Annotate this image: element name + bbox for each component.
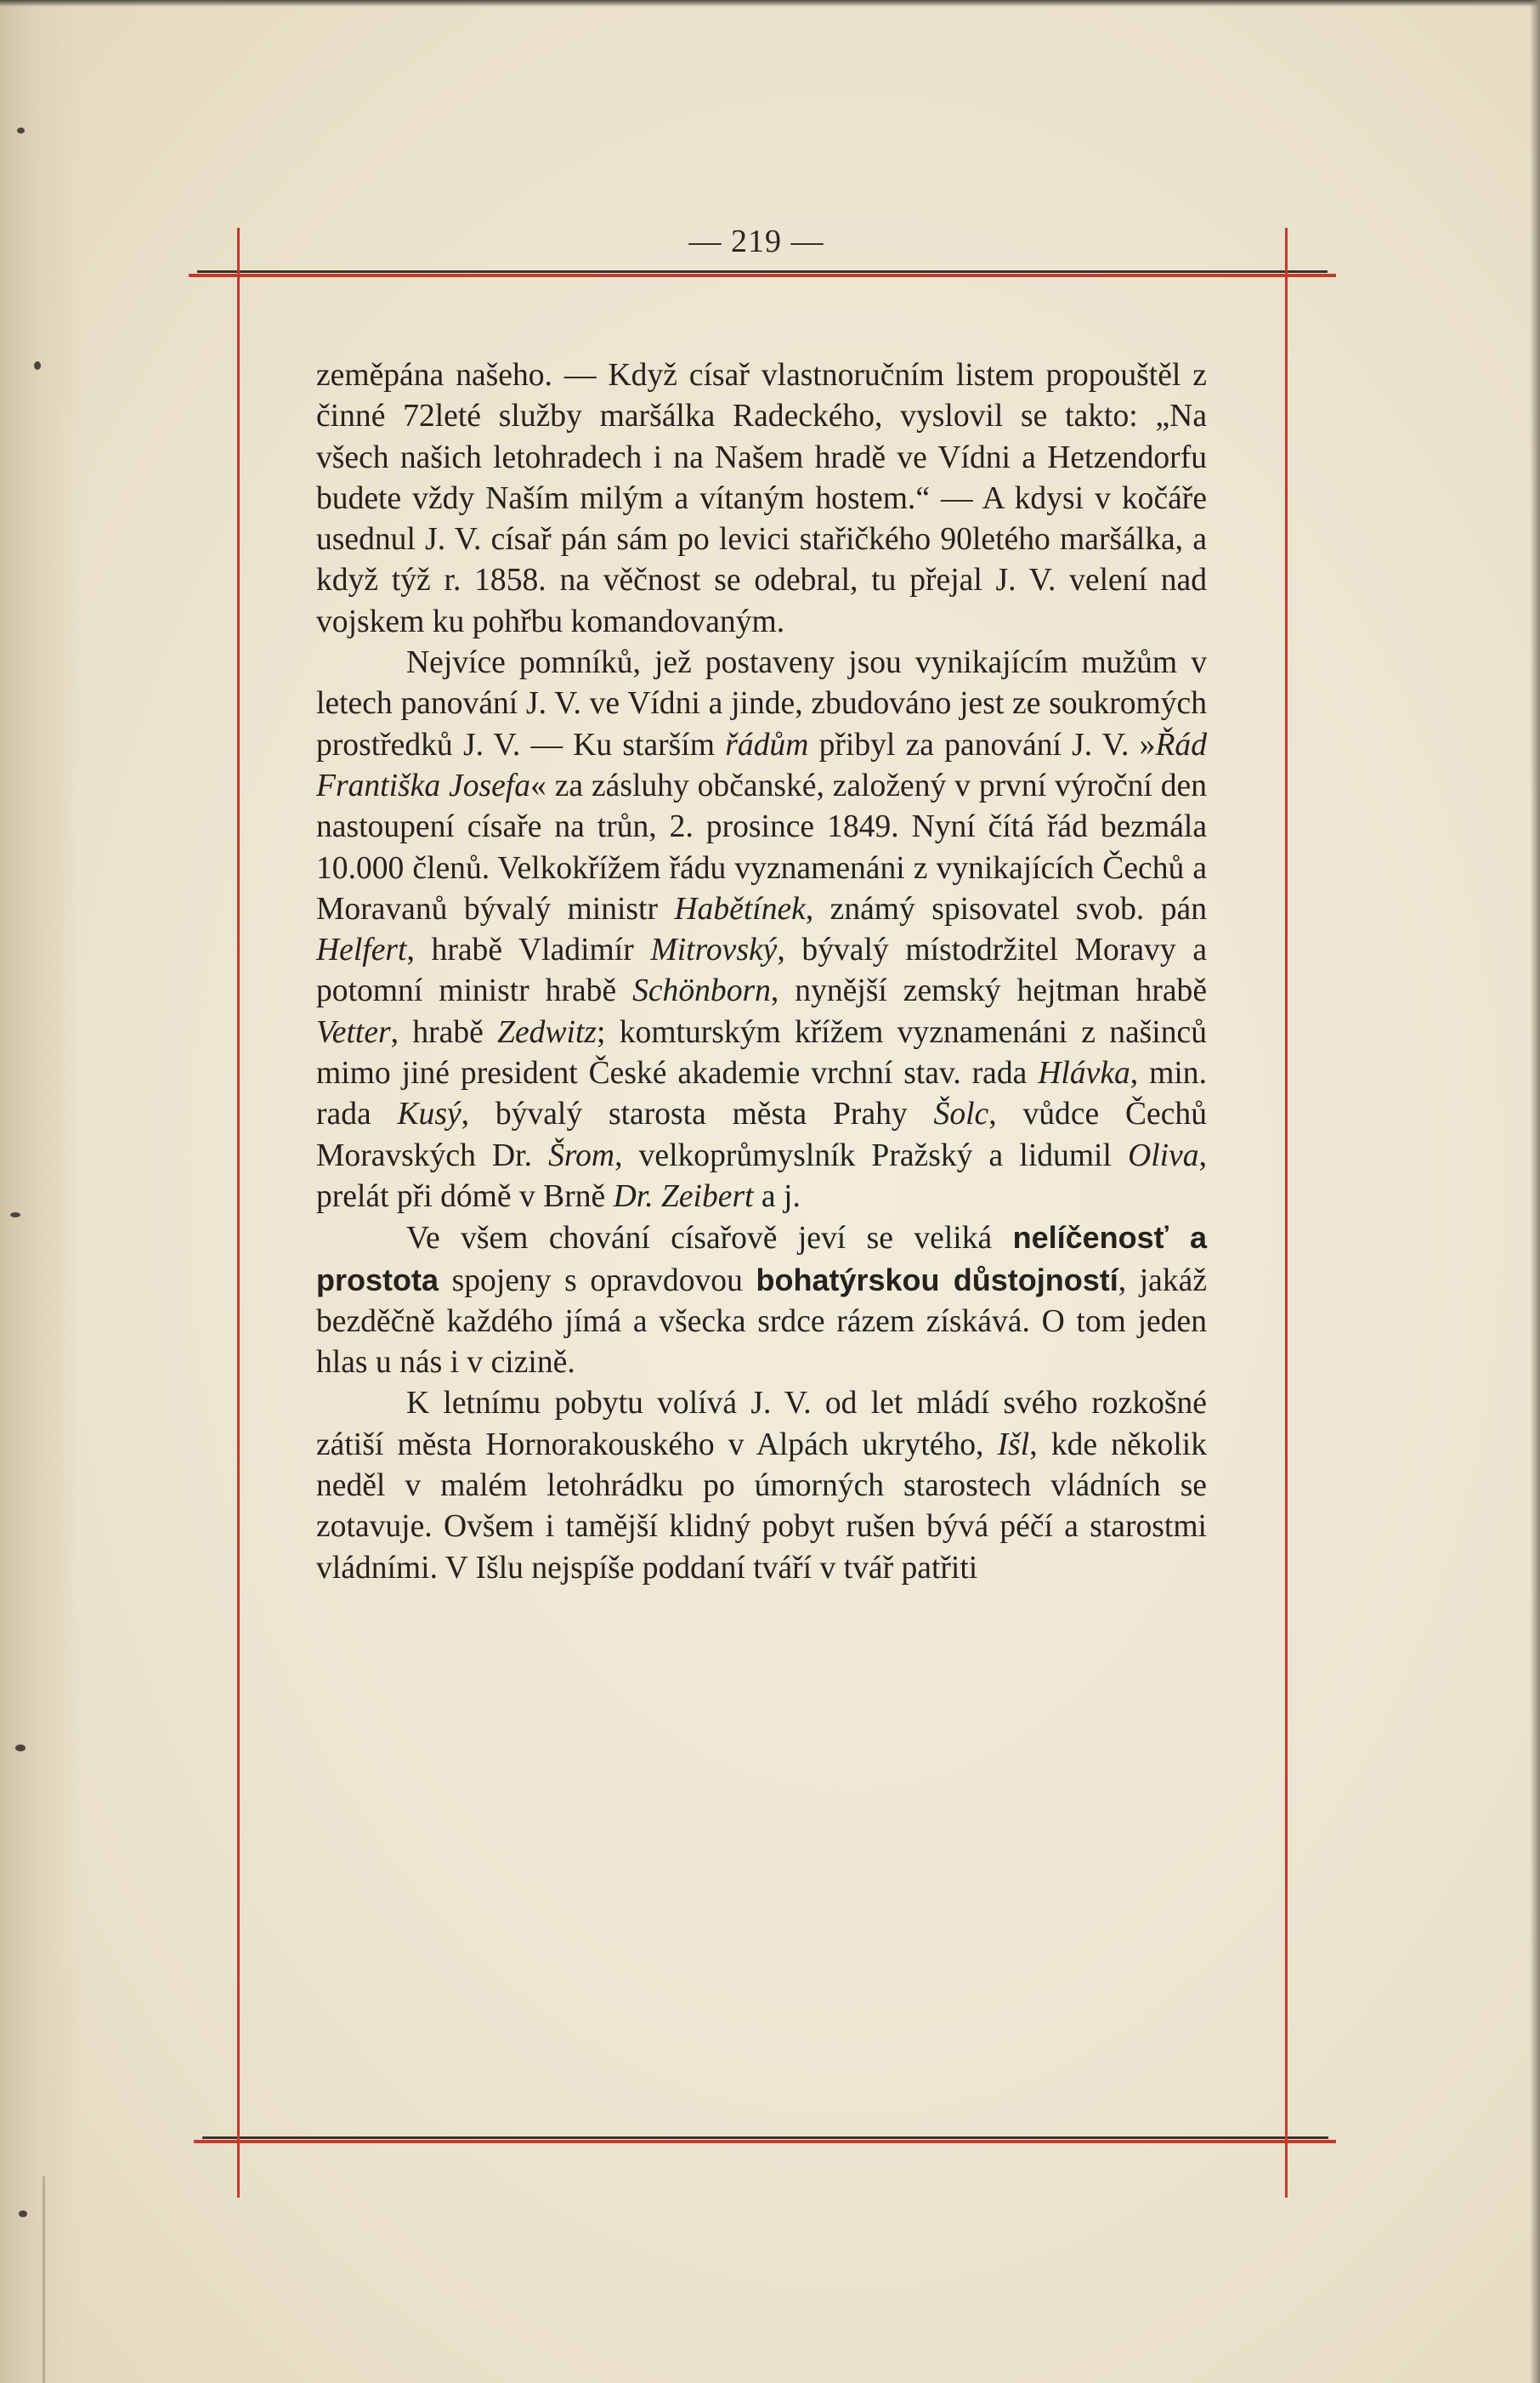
italic-name: Helfert (316, 933, 407, 968)
margin-speck (15, 1745, 25, 1751)
body-text (316, 355, 1207, 1589)
margin-speck (10, 1212, 20, 1217)
text-run: , velkoprůmyslník Pražský a lidumil (614, 1138, 1129, 1173)
left-frame-rule (237, 228, 240, 2198)
paragraph (316, 643, 1207, 1217)
binding-shadow (0, 0, 81, 2383)
text-run: Nejvíce pomníků, jež postaveny jsou vynikajícím mužům v letech panování J. V. ve Vídni a jinde, zbudováno jest ze soukromých prostředků J. V. — Ku starším (316, 645, 1207, 763)
page-number: — 219 — (688, 224, 824, 259)
header-rule-dark (197, 270, 1328, 273)
text-run: , bývalý starosta města Prahy (461, 1097, 934, 1132)
emphasis-phrase: nelíčenosť a prostota (316, 1220, 1207, 1297)
footer-rule-dark (202, 2136, 1328, 2139)
right-edge-shadow (1530, 0, 1540, 2383)
italic-name: Zedwitz (497, 1014, 597, 1050)
paragraph (316, 1217, 1207, 1383)
italic-name: Řád Františka Josefa (316, 727, 1207, 803)
right-frame-rule (1285, 228, 1288, 2198)
text-run: , hrabě Vladimír (406, 933, 651, 968)
text-run: , prelát při dómě v Brně (316, 1138, 1207, 1214)
text-run: , vůdce Čechů Moravských Dr. (316, 1097, 1207, 1173)
italic-name: Mitrovský (650, 933, 778, 968)
header-rule (189, 274, 1336, 277)
text-run: , nynější zemský hejtman hrabě (770, 973, 1207, 1009)
footer-rule (194, 2140, 1336, 2143)
margin-speck (17, 128, 25, 133)
italic-name: Išl (997, 1427, 1030, 1462)
text-run: K letnímu pobytu volívá J. V. od let mládí svého rozkošné zátiší města Hornorakouského v Alpách ukrytého, (316, 1386, 1207, 1462)
margin-speck (34, 361, 41, 370)
text-run: , kde několik neděl v malém letohrádku po úmorných starostech vládních se zotavuje. Ovšem i tamější klidný pobyt rušen bývá péčí a starostmi vládními. V Išlu nejspíše poddaní tváří v tvář patřiti (316, 1427, 1207, 1586)
italic-name: Šrom (548, 1138, 615, 1173)
italic-name: Schönborn (632, 973, 771, 1009)
italic-name: Dr. Zeibert (613, 1178, 754, 1214)
top-edge-shadow (0, 0, 1540, 7)
italic-name: Kusý (397, 1097, 461, 1132)
text-run: « za zásluhy občanské, založený v první výroční den nastoupení císaře na trůn, 2. prosince 1849. Nyní čítá řád bezmála 10.000 členů. Velkokřížem řádu vyznamenáni z vynikajících Čechů a Moravanů bývalý ministr (316, 768, 1207, 927)
text-run: Ve všem chování císařově jeví se veliká (406, 1221, 1013, 1257)
text-run: spojeny s opravdovou (439, 1262, 756, 1298)
paragraph (316, 355, 1207, 643)
italic-name: Habětínek (674, 891, 806, 927)
margin-speck (19, 2210, 27, 2217)
text-run: ; komturským křížem vyznamenáni z našinců mimo jiné president České akademie vrchní stav. rada (316, 1014, 1207, 1092)
text-run: , min. rada (316, 1056, 1207, 1132)
text-run: a j. (753, 1178, 801, 1214)
italic-name: řádům (725, 727, 809, 763)
emphasis-phrase: bohatýrskou důstojností (756, 1262, 1118, 1297)
gutter-line (42, 2176, 45, 2383)
italic-name: Šolc (933, 1097, 989, 1132)
italic-name: Vetter (316, 1014, 391, 1050)
italic-name: Oliva (1128, 1138, 1199, 1173)
paragraph (316, 1383, 1207, 1588)
text-run: , jakáž bezděčně každého jímá a všecka srdce rázem získává. O tom jeden hlas u nás i v cizině. (316, 1262, 1207, 1381)
italic-name: Hlávka (1038, 1056, 1130, 1092)
text-run: zeměpána našeho. — Když císař vlastnoručním listem propouštěl z činné 72leté služby maršálka Radeckého, vyslovil se takto: „Na všech našich letohradech i na Našem hradě ve Vídni a Hetzendorfu budete vždy Naším milým a vítaným hostem.“ — A kdysi v kočáře usednul J. V. císař pán sám po levici stařičkého 90letého maršálka, a když týž r. 1858. na věčnost se odebral, tu přejal J. V. velení nad vojskem ku pohřbu komandovaným. (316, 358, 1207, 639)
text-run: přibyl za panování J. V. » (808, 727, 1156, 763)
text-run: , bývalý místodržitel Moravy a potomní ministr hrabě (316, 933, 1207, 1009)
text-run: , hrabě (390, 1014, 498, 1050)
text-run: , známý spisovatel svob. pán (805, 891, 1207, 927)
